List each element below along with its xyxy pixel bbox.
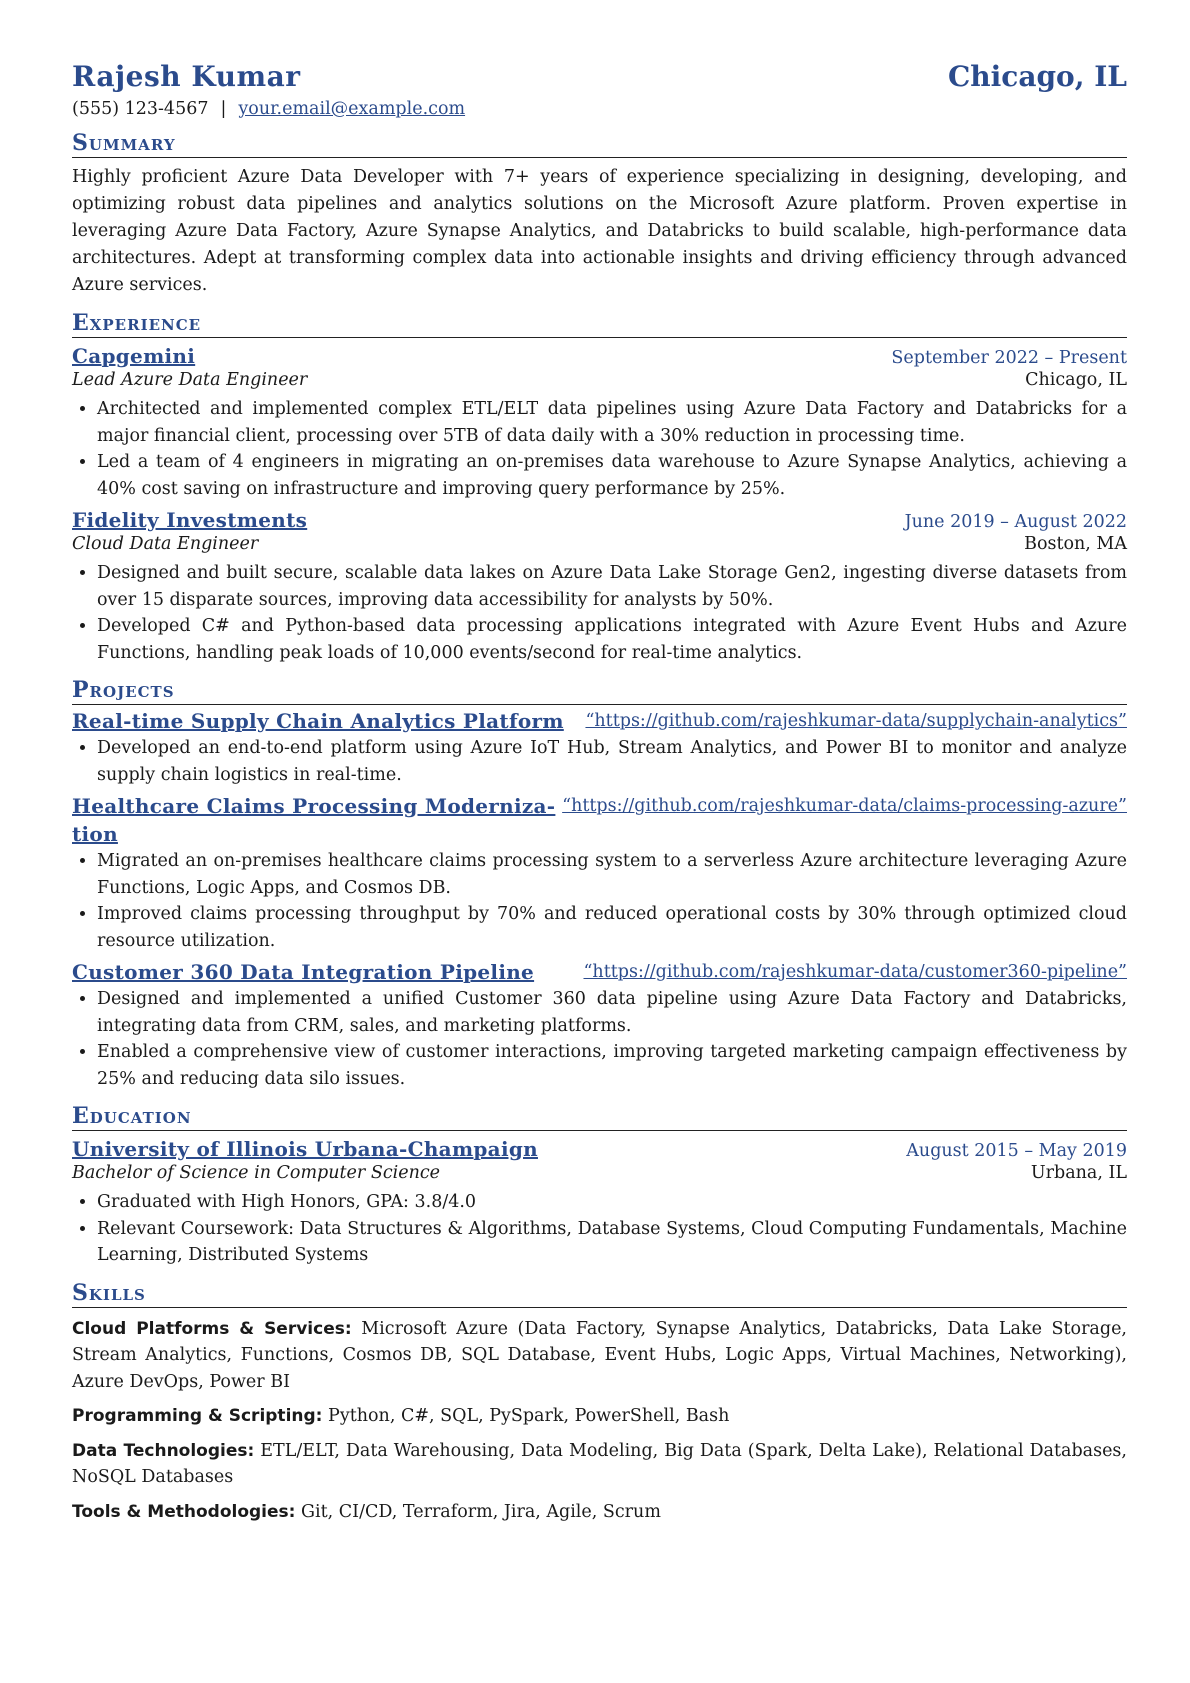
contact-line [72,99,1127,119]
section-title-education: Education [72,1102,1127,1131]
project-title[interactable]: Real-time Supply Chain Analytics Platform [72,709,564,733]
skill-group [72,1499,1127,1526]
project-bullets [72,986,1127,1092]
education-dates: August 2015 – May 2019 [906,1141,1127,1161]
contact-separator: | [220,99,227,119]
job-bullets [72,396,1127,502]
section-title-projects: Projects [72,676,1127,705]
skill-label: Cloud Platforms & Services: [72,1318,352,1339]
skill-label: Programming & Scripting: [72,1406,323,1426]
project-link[interactable]: “https://github.com/rajeshkumar-data/customer360-pipeline” [583,962,1127,982]
list-item: • Migrated an on-premises healthcare claims processing system to a serverless Azure architecture leveraging Azure Functions, Logic Apps, and Cosmos DB. [97,848,1127,901]
skill-value: Microsoft Azure (Data Factory, Synapse Analytics, Databricks, Data Lake Storage, Stream Analytics, Functions, Cosmos DB, SQL Database, Event Hubs, Logic Apps, Virtual Machines, Networking), Azure DevOps, Power BI [72,1318,1127,1392]
list-item: • Led a team of 4 engineers in migrating an on-premises data warehouse to Azure Synapse Analytics, achieving a 40% cost saving on infrastructure and improving query performance by 25%. [97,449,1127,502]
list-item: • Improved claims processing throughput by 70% and reduced operational costs by 30% through optimized cloud resource utilization. [97,901,1127,954]
skill-group [72,1316,1127,1396]
job-location: Chicago, IL [1025,370,1127,390]
list-item: • Architected and implemented complex ETL/ELT data pipelines using Azure Data Factory and Databricks for a major financial client, processing over 5TB of data daily with a 30% reduction in processing time. [97,396,1127,449]
education-entry [72,1137,1127,1269]
skill-value: Git, CI/CD, Terraform, Jira, Agile, Scrum [301,1501,661,1522]
project-bullets [72,735,1127,788]
school-name[interactable]: University of Illinois Urbana-Champaign [72,1137,538,1161]
candidate-name: Rajesh Kumar [72,60,301,93]
project-entry [72,707,1127,788]
company-name[interactable]: Fidelity Investments [72,508,308,532]
job-location: Boston, MA [1024,534,1127,554]
project-entry [72,958,1127,1092]
list-item: • Designed and built secure, scalable data lakes on Azure Data Lake Storage Gen2, ingesting diverse datasets from over 15 disparate sources, improving data accessibility for analysts by 50%. [97,560,1127,613]
list-item: • Graduated with High Honors, GPA: 3.8/4.0 [97,1189,1127,1216]
list-item: • Developed an end-to-end platform using Azure IoT Hub, Stream Analytics, and Power BI to monitor and analyze supply chain logistics in real-time. [97,735,1127,788]
project-title-line1[interactable]: Healthcare Claims Processing Moderniza- [72,794,556,818]
list-item: • Developed C# and Python-based data processing applications integrated with Azure Event Hubs and Azure Functions, handling peak loads of 10,000 events/second for real-time analytics. [97,613,1127,666]
project-entry [72,792,1127,954]
project-link[interactable]: “https://github.com/rajeshkumar-data/supplychain-analytics” [585,711,1127,731]
education-location: Urbana, IL [1030,1163,1127,1183]
skill-label: Data Technologies: [72,1440,255,1461]
job-title: Lead Azure Data Engineer [72,370,308,390]
skill-value: ETL/ELT, Data Warehousing, Data Modeling, Big Data (Spark, Delta Lake), Relational Databases, NoSQL Databases [72,1440,1127,1487]
skill-group [72,1438,1127,1491]
list-item: • Designed and implemented a unified Customer 360 data pipeline using Azure Data Factory and Databricks, integrating data from CRM, sales, and marketing platforms. [97,986,1127,1039]
job-bullets [72,560,1127,666]
company-name[interactable]: Capgemini [72,344,196,368]
project-bullets [72,848,1127,954]
skill-label: Tools & Methodologies: [72,1501,296,1522]
project-title[interactable]: Customer 360 Data Integration Pipeline [72,960,535,984]
phone-number: (555) 123-4567 [72,99,209,119]
project-title-line2[interactable]: tion [72,822,118,846]
experience-entry [72,508,1127,666]
project-link[interactable]: “https://github.com/rajeshkumar-data/claims-processing-azure” [562,796,1127,816]
resume-page [72,60,1127,1525]
resume-header [72,60,1127,93]
summary-text: Highly proficient Azure Data Developer with 7+ years of experience specializing in designing, developing, and optimizing robust data pipelines and analytics solutions on the Microsoft Azure platform. Proven expertise in leveraging Azure Data Factory, Azure Synapse Analytics, and Databricks to build scalable, high-performance data architectures. Adept at transforming complex data into actionable insights and driving efficiency through advanced Azure services. [72,167,1127,295]
section-title-skills: Skills [72,1279,1127,1308]
candidate-location: Chicago, IL [947,60,1127,93]
degree: Bachelor of Science in Computer Science [72,1163,441,1183]
skill-group [72,1403,1127,1430]
section-title-summary: Summary [72,129,1127,158]
email-link[interactable]: your.email@example.com [238,99,466,119]
experience-entry [72,344,1127,502]
list-item: • Enabled a comprehensive view of customer interactions, improving targeted marketing campaign effectiveness by 25% and reducing data silo issues. [97,1039,1127,1092]
section-title-experience: Experience [72,309,1127,338]
job-dates: June 2019 – August 2022 [904,512,1127,532]
job-dates: September 2022 – Present [891,348,1127,368]
job-title: Cloud Data Engineer [72,534,259,554]
list-item: • Relevant Coursework: Data Structures & Algorithms, Database Systems, Cloud Computing Fundamentals, Machine Learning, Distributed Systems [97,1216,1127,1269]
skill-value: Python, C#, SQL, PySpark, PowerShell, Bash [328,1406,730,1426]
education-bullets [72,1189,1127,1269]
